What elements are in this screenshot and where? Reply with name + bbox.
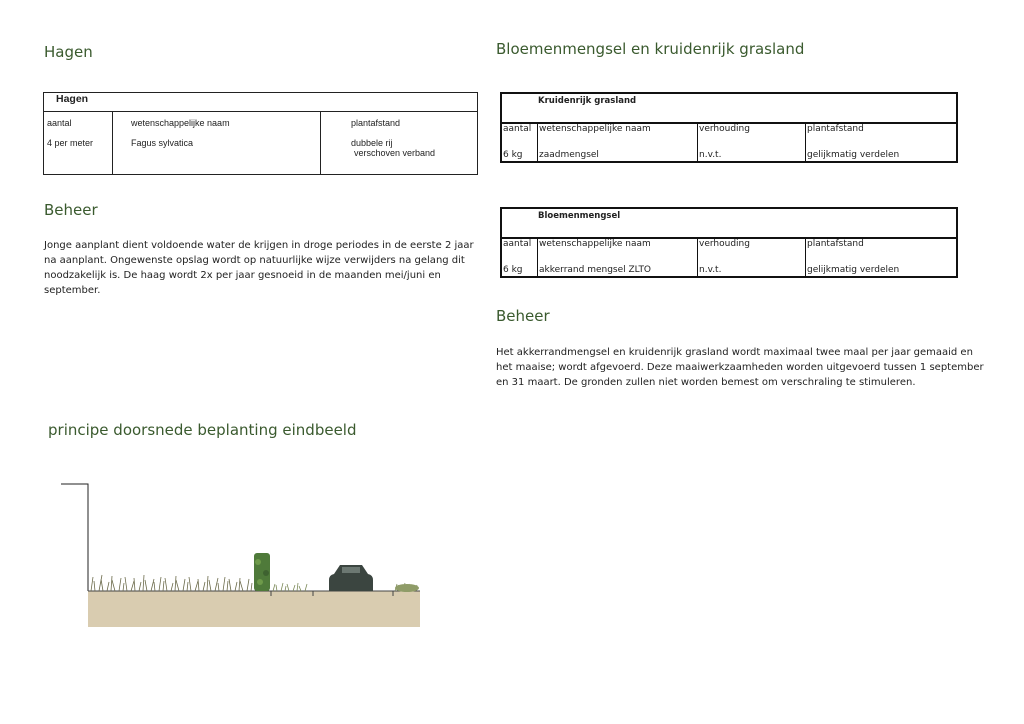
kruidenrijk-table — [500, 92, 958, 163]
boundary-line — [61, 484, 88, 591]
beheer-right-line: het maaise; wordt afgevoerd. Deze maaiwerkzaamheden worden uitgevoerd tussen 1 september — [496, 362, 984, 373]
hagen-header-aantal: aantal — [47, 118, 72, 128]
hagen-col-aantal — [44, 112, 113, 175]
hagen-value-afstand-1: dubbele rij — [351, 138, 393, 148]
kruiden-header-aantal: aantal — [503, 124, 532, 134]
kruiden-header-naam: wetenschappelijke naam — [538, 123, 698, 150]
kruiden-value-naam: zaadmengsel — [538, 150, 698, 162]
hagen-table-title: Hagen — [44, 93, 478, 112]
bloemen-header-verhouding: verhouding — [698, 238, 806, 265]
doorsnede-heading: principe doorsnede beplanting eindbeeld — [48, 421, 357, 439]
kruiden-header-verhouding: verhouding — [698, 123, 806, 150]
kruiden-value-aantal: 6 kg — [503, 150, 523, 160]
hagen-heading: Hagen — [44, 43, 93, 61]
car-icon — [329, 565, 373, 591]
hedge-leaf — [257, 579, 263, 585]
shrub-icon — [395, 584, 419, 592]
bloemen-kruiden-heading: Bloemenmengsel en kruidenrijk grasland — [496, 40, 805, 58]
beheer-left-line: Jonge aanplant dient voldoende water de krijgen in droge periodes in de eerste 2 jaar — [44, 240, 474, 251]
bloemen-header-aantal: aantal — [503, 239, 532, 249]
kruiden-value-afstand: gelijkmatig verdelen — [806, 150, 958, 162]
beheer-left-line: na aanplant. Ongewenste opslag wordt op natuurlijke wijze verwijders na gelang dit — [44, 255, 465, 266]
hagen-header-naam: wetenschappelijke naam — [131, 118, 230, 128]
hagen-header-afstand: plantafstand — [351, 118, 401, 128]
beheer-right-text — [496, 345, 996, 390]
bloemen-value-verhouding: n.v.t. — [698, 265, 806, 277]
beheer-left-text — [44, 238, 474, 298]
beheer-right-heading: Beheer — [496, 307, 550, 325]
grass-strip-right — [273, 583, 307, 591]
hagen-value-afstand-2: verschoven verband — [354, 148, 436, 158]
bloemenmengsel-table-title: Bloemenmengsel — [501, 208, 957, 238]
hagen-col-naam — [113, 112, 321, 175]
kruiden-value-verhouding: n.v.t. — [698, 150, 806, 162]
bloemen-value-afstand: gelijkmatig verdelen — [806, 265, 958, 277]
bloemen-header-afstand: plantafstand — [806, 238, 958, 265]
beheer-right-line: en 31 maart. De gronden zullen niet worden bemest om verschraling te stimuleren. — [496, 377, 916, 388]
hedge-leaf — [263, 570, 269, 576]
cross-section-illustration — [55, 478, 435, 633]
beheer-left-line: september. — [44, 285, 101, 296]
beheer-left-heading: Beheer — [44, 201, 98, 219]
bloemen-value-aantal: 6 kg — [503, 265, 523, 275]
bloemen-header-naam: wetenschappelijke naam — [538, 238, 698, 265]
beheer-left-line: noodzakelijk is. De haag wordt 2x per jaar gesnoeid in de maanden mei/juni en — [44, 270, 441, 281]
hagen-table — [43, 92, 478, 175]
hagen-col-afstand — [321, 112, 478, 175]
kruiden-header-afstand: plantafstand — [806, 123, 958, 150]
bloemen-value-naam: akkerrand mengsel ZLTO — [538, 265, 698, 277]
soil-layer — [88, 591, 420, 627]
hagen-value-aantal: 4 per meter — [47, 138, 94, 148]
bloemenmengsel-table — [500, 207, 958, 278]
kruidenrijk-table-title: Kruidenrijk grasland — [501, 93, 957, 123]
beheer-right-line: Het akkerrandmengsel en kruidenrijk grasland wordt maximaal twee maal per jaar gemaaid en — [496, 347, 973, 358]
grass-strip — [91, 575, 252, 591]
hagen-value-naam: Fagus sylvatica — [131, 138, 194, 148]
hedge-leaf — [255, 559, 261, 565]
